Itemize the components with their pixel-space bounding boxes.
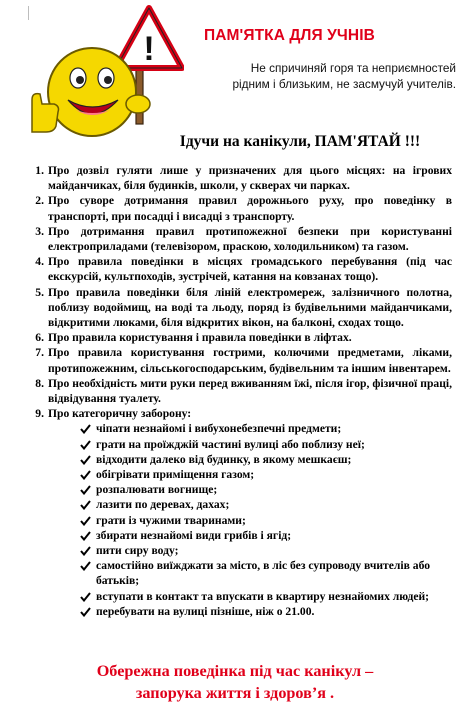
prohibition-item [80,604,452,619]
prohibition-item [80,482,452,497]
item-text: Про дозвіл гуляти лише у призначених для цього місцях: на ігрових майданчиках, біля будинків, школи, у скверах чи парках. [48,164,452,193]
item-number: 7. [35,346,44,360]
prohibition-item [80,589,452,604]
item-number: 5. [35,285,44,299]
check-bullet-icon [80,531,91,541]
list-item [24,406,452,619]
smiley-warning-sign-icon [14,4,184,144]
check-bullet-icon [80,592,91,602]
item-text: Про дотримання правил протипожежної безпеки при користуванні електроприладами (телевізором, праскою, холодильником) та газом. [48,224,452,254]
prohibition-text: чіпати незнайомі і вибухонебезпечні предмети; [96,422,342,436]
item-number: 9. [35,407,44,421]
item-text: Про правила користування гострими, колючими предметами, ліками, протипожежним, сільськогосподарським, будівельним та іншим інвентарем. [48,346,452,375]
item-number: 6. [35,331,44,345]
check-bullet-icon [80,424,91,434]
item-number: 3. [35,224,44,238]
item-number: 1. [35,164,44,177]
prohibition-text: збирати незнайомі види грибів і ягід; [96,528,292,542]
check-bullet-icon [80,516,91,526]
item-text: Про правила користування і правила поведінки в ліфтах. [48,331,352,345]
prohibition-item [80,543,452,558]
list-item [24,163,452,193]
item-text: Про суворе дотримання правил дорожнього руху, про поведінку в транспорті, при посадці і висадці з транспорту. [48,194,452,223]
memo-subtitle [196,60,456,92]
memo-title: ПАМ'ЯТКА ДЛЯ УЧНІВ [204,27,375,44]
prohibition-text: лазити по деревах, дахах; [96,498,230,512]
prohibition-text: розпалювати вогнище; [96,483,218,497]
check-bullet-icon [80,485,91,495]
check-bullet-icon [80,500,91,510]
slogan-line: Обережна поведінка під час канікул – [96,662,374,680]
item-text: Про правила поведінки біля ліній електромереж, залізничного полотна, поблизу водоймищ, на воді та льоду, поряд із будівельними майданчиками, відкритими люками, біля відкритих вікон, на балконі, сходах тощо. [48,285,452,330]
list-item [24,285,452,331]
prohibitions-list [48,421,452,619]
prohibition-text: відходити далеко від будинку, в якому мешкаєш; [96,452,352,466]
subtitle-line: рідним і близьким, не засмучуй учителів. [232,77,456,91]
prohibition-text: вступати в контакт та впускати в квартиру незнайомих людей; [96,589,430,603]
prohibition-item [80,437,452,452]
check-bullet-icon [80,455,91,465]
list-item [24,376,452,406]
prohibition-text: обігрівати приміщення газом; [96,468,255,482]
check-bullet-icon [80,561,91,571]
item-number: 2. [35,194,44,208]
prohibition-item [80,421,452,436]
prohibition-text: пити сиру воду; [96,544,179,558]
list-item [24,330,452,345]
list-item [24,254,452,284]
prohibition-item [80,452,452,467]
list-item [24,193,452,223]
list-item [24,345,452,375]
item-number: 4. [35,255,44,269]
rules-list [24,163,452,619]
prohibition-text: грати із чужими тваринами; [96,513,246,527]
prohibition-item [80,497,452,512]
prohibition-text: самостійно виїжджати за місто, в ліс без супроводу вчителів або батьків; [96,559,431,588]
prohibition-item [80,528,452,543]
check-bullet-icon [80,546,91,556]
smiley-face [48,48,136,136]
subtitle-line: Не спричиняй горя та неприємностей [250,61,456,75]
item-text: Про категоричну заборону: [48,407,192,421]
exclamation-mark: ! [143,30,155,68]
prohibition-item [80,558,452,588]
prohibition-text: перебувати на вулиці пізніше, ніж о 21.00. [96,604,315,618]
check-bullet-icon [80,470,91,480]
prohibition-item [80,513,452,528]
prohibition-item [80,467,452,482]
section-heading: Ідучи на канікули, ПАМ'ЯТАЙ !!! [179,133,421,150]
check-bullet-icon [80,440,91,450]
slogan-line: запорука життя і здоров’я . [135,684,335,702]
list-item [24,224,452,254]
prohibition-text: грати на проїжджій частині вулиці або поблизу неї; [96,437,365,451]
item-text: Про необхідність мити руки перед вживанням їжі, після ігор, фізичної праці, відвідування туалету. [48,376,452,406]
item-number: 8. [35,376,44,390]
closing-slogan [0,660,470,704]
check-bullet-icon [80,607,91,617]
item-text: Про правила поведінки в місцях громадського перебування (під час екскурсій, культпоходів, зустрічей, катання на ковзанах тощо). [48,255,452,284]
